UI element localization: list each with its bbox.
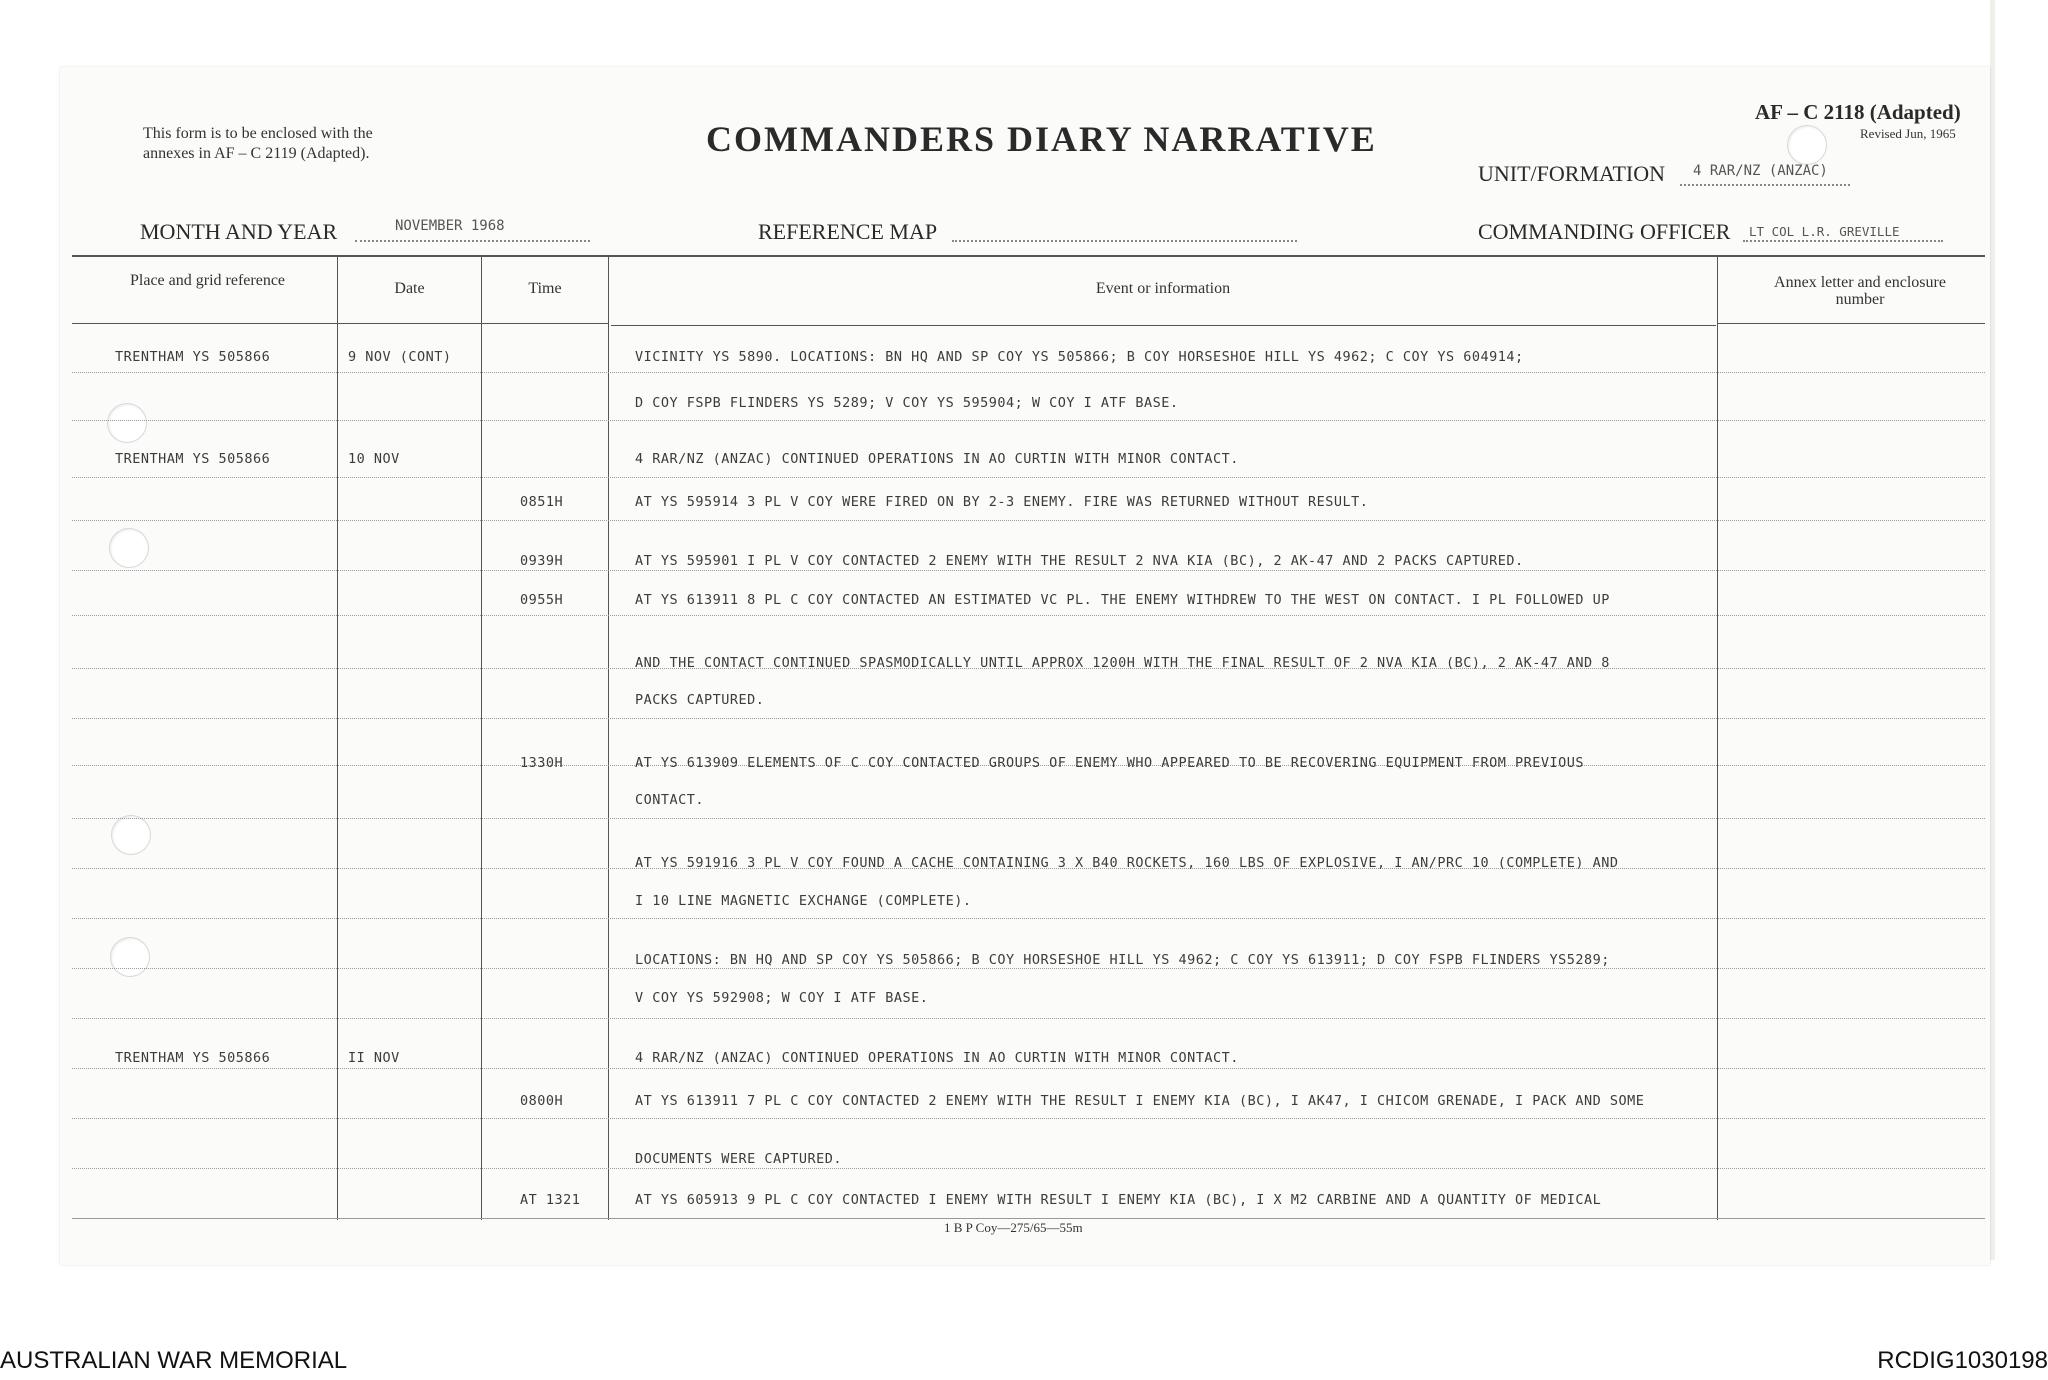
date-cell: 10 NOV	[348, 451, 400, 467]
column-header-event: Event or information	[1095, 280, 1231, 297]
col-divider-2	[481, 256, 482, 1220]
col-divider-1	[337, 256, 338, 1220]
punch-hole-4	[111, 815, 151, 855]
footer-source: AUSTRALIAN WAR MEMORIAL	[0, 1347, 348, 1374]
column-header-date: Date	[394, 280, 425, 297]
refmap-dotted-line	[952, 240, 1297, 242]
punch-hole-3	[109, 528, 149, 568]
event-cell: AT YS 613909 ELEMENTS OF C COY CONTACTED GROUPS OF ENEMY WHO APPEARED TO BE RECOVERING EQUIPMENT FROM PREVIOUS	[635, 755, 1585, 771]
header-bottom-rule-event	[611, 325, 1716, 326]
time-cell: 0851H	[520, 494, 564, 510]
ruled-line	[72, 520, 1985, 521]
punch-hole-1	[1787, 125, 1827, 165]
event-cell: AT YS 613911 8 PL C COY CONTACTED AN ESTIMATED VC PL. THE ENEMY WITHDREW TO THE WEST ON CONTACT. I PL FOLLOWED UP	[635, 592, 1610, 608]
month-value: NOVEMBER 1968	[395, 218, 505, 234]
month-label: MONTH AND YEAR	[140, 219, 338, 244]
paper-edge	[1990, 0, 1995, 1260]
event-cell: AT YS 595901 I PL V COY CONTACTED 2 ENEMY WITH THE RESULT 2 NVA KIA (BC), 2 AK-47 AND 2 PACKS CAPTURED.	[635, 553, 1524, 569]
time-cell: 0955H	[520, 592, 564, 608]
printer-imprint: 1 B P Coy—275/65—55m	[944, 1220, 1083, 1235]
ruled-line	[72, 1068, 1985, 1069]
co-value: LT COL L.R. GREVILLE	[1749, 224, 1900, 239]
col-divider-3	[608, 256, 609, 1220]
event-cell: D COY FSPB FLINDERS YS 5289; V COY YS 595904; W COY I ATF BASE.	[635, 395, 1179, 411]
time-cell: 0939H	[520, 553, 564, 569]
column-header-place: Place and grid reference	[130, 272, 286, 289]
place-cell: TRENTHAM YS 505866	[115, 1050, 271, 1066]
time-cell: AT 1321	[520, 1192, 581, 1208]
unit-value: 4 RAR/NZ (ANZAC)	[1693, 163, 1828, 179]
column-header-time: Time	[528, 280, 562, 297]
ruled-line	[72, 615, 1985, 616]
place-cell: TRENTHAM YS 505866	[115, 349, 271, 365]
instruction-line-2: annexes in AF – C 2119 (Adapted).	[143, 145, 370, 162]
co-dotted-line	[1743, 240, 1943, 242]
date-cell: 9 NOV (CONT)	[348, 349, 452, 365]
footer-id: RCDIG1030198	[1877, 1347, 2048, 1374]
ruled-line	[72, 477, 1985, 478]
time-cell: 1330H	[520, 755, 564, 771]
event-cell: 4 RAR/NZ (ANZAC) CONTINUED OPERATIONS IN AO CURTIN WITH MINOR CONTACT.	[635, 1050, 1239, 1066]
instruction-note	[143, 124, 373, 164]
date-cell: II NOV	[348, 1050, 400, 1066]
table-bottom-rule	[72, 1218, 1985, 1219]
event-cell: AT YS 605913 9 PL C COY CONTACTED I ENEMY WITH RESULT I ENEMY KIA (BC), I X M2 CARBINE AND A QUANTITY OF MEDICAL	[635, 1192, 1602, 1208]
ruled-line	[72, 818, 1985, 819]
time-cell: 0800H	[520, 1093, 564, 1109]
event-cell: AT YS 595914 3 PL V COY WERE FIRED ON BY 2-3 ENEMY. FIRE WAS RETURNED WITHOUT RESULT.	[635, 494, 1369, 510]
place-cell: TRENTHAM YS 505866	[115, 451, 271, 467]
col-divider-4	[1717, 256, 1718, 1220]
month-dotted-line	[355, 240, 590, 242]
punch-hole-2	[107, 403, 147, 443]
event-cell: I 10 LINE MAGNETIC EXCHANGE (COMPLETE).	[635, 893, 972, 909]
instruction-line-1: This form is to be enclosed with the	[143, 125, 373, 142]
unit-label: UNIT/FORMATION	[1478, 161, 1665, 186]
ruled-line	[72, 372, 1985, 373]
ruled-line	[72, 1168, 1985, 1169]
punch-hole-5	[110, 937, 150, 977]
ruled-line	[72, 1118, 1985, 1119]
event-cell: AND THE CONTACT CONTINUED SPASMODICALLY UNTIL APPROX 1200H WITH THE FINAL RESULT OF 2 NVA KIA (BC), 2 AK-47 AND 8	[635, 655, 1610, 671]
event-cell: AT YS 613911 7 PL C COY CONTACTED 2 ENEMY WITH THE RESULT I ENEMY KIA (BC), I AK47, I CHICOM GRENADE, I PACK AND SOME	[635, 1093, 1645, 1109]
unit-dotted-line	[1680, 184, 1850, 186]
form-number: AF – C 2118 (Adapted)	[1755, 100, 1961, 124]
event-cell: DOCUMENTS WERE CAPTURED.	[635, 1151, 843, 1167]
ruled-line	[72, 420, 1985, 421]
column-header-annex: Annex letter and enclosure number	[1774, 274, 1946, 308]
revised-date: Revised Jun, 1965	[1860, 126, 1956, 141]
event-cell: VICINITY YS 5890. LOCATIONS: BN HQ AND SP COY YS 505866; B COY HORSESHOE HILL YS 4962; C COY YS 604914;	[635, 349, 1524, 365]
ruled-line	[72, 570, 1985, 571]
header-bottom-rule-left	[72, 323, 608, 324]
table-top-rule	[72, 255, 1985, 257]
event-cell: CONTACT.	[635, 792, 705, 808]
co-label: COMMANDING OFFICER	[1478, 219, 1731, 244]
ruled-line	[72, 968, 1985, 969]
event-cell: LOCATIONS: BN HQ AND SP COY YS 505866; B COY HORSESHOE HILL YS 4962; C COY YS 613911; D COY FSPB FLINDERS YS5289;	[635, 952, 1610, 968]
ruled-line	[72, 718, 1985, 719]
event-cell: PACKS CAPTURED.	[635, 692, 765, 708]
event-cell: V COY YS 592908; W COY I ATF BASE.	[635, 990, 929, 1006]
refmap-label: REFERENCE MAP	[758, 219, 938, 244]
ruled-line	[72, 1018, 1985, 1019]
ruled-line	[72, 918, 1985, 919]
event-cell: AT YS 591916 3 PL V COY FOUND A CACHE CONTAINING 3 X B40 ROCKETS, 160 LBS OF EXPLOSIVE, I AN/PRC 10 (COMPLETE) AND	[635, 855, 1619, 871]
event-cell: 4 RAR/NZ (ANZAC) CONTINUED OPERATIONS IN AO CURTIN WITH MINOR CONTACT.	[635, 451, 1239, 467]
page-title: COMMANDERS DIARY NARRATIVE	[706, 119, 1377, 159]
header-bottom-rule-annex	[1718, 323, 1985, 324]
